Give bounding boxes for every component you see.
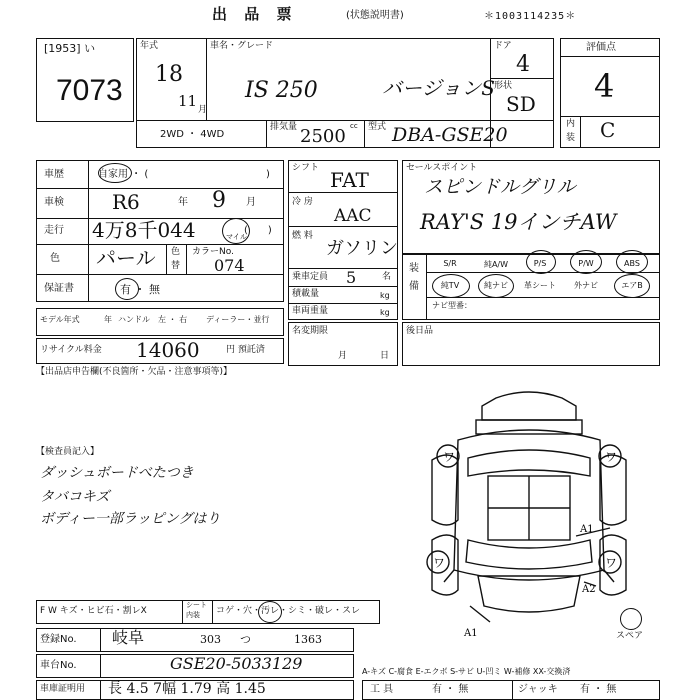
mileage-label: 走行 xyxy=(44,225,64,236)
warranty-value: 有 ・ 無 xyxy=(120,283,160,296)
registration-kana: つ xyxy=(240,633,251,646)
mileage-value: 4万8千044 xyxy=(92,218,196,242)
color-change-label-1: 色 xyxy=(171,247,181,257)
equipment-ext-navi: 外ナビ xyxy=(574,281,598,290)
tools-value: 有 ・ 無 xyxy=(432,684,469,695)
shift-label: シフト xyxy=(292,163,320,173)
ac-value: AAC xyxy=(334,206,372,226)
door-value: 4 xyxy=(516,52,530,77)
handle-label: ハンドル 左 ・ 右 xyxy=(118,315,188,324)
inspection-month: 9 xyxy=(212,188,226,213)
shape-value: SD xyxy=(506,92,536,116)
month-unit: 月 xyxy=(198,105,208,115)
fuel-value: ガソリン xyxy=(326,238,398,259)
chassis-number: GSE20-5033129 xyxy=(170,654,303,673)
grade-name: バージョンS xyxy=(382,76,495,100)
equipment-tv: 純TV xyxy=(440,281,460,290)
score-label: 評価点 xyxy=(586,42,616,53)
year-label: 年式 xyxy=(140,41,159,51)
color-value: パール xyxy=(96,246,156,270)
selling-point-block xyxy=(402,160,660,254)
history-label: 車歴 xyxy=(44,169,64,180)
fuel-label: 燃 料 xyxy=(292,231,313,241)
interior-value: C xyxy=(600,118,616,142)
circle-abs xyxy=(616,250,648,274)
exhibitor-note-label: 【出品店申告欄(不良箇所・欠品・注意事項等)】 xyxy=(36,367,233,377)
lot-year-code: [1953] い xyxy=(44,42,96,55)
capacity-label: 乗車定員 xyxy=(292,272,329,282)
circle-navi xyxy=(478,274,514,298)
circle-stain xyxy=(258,601,282,623)
name-change-label: 名変期限 xyxy=(292,326,329,336)
seat-row-text: コゲ・穴・汚レ・シミ・破レ・スレ xyxy=(216,606,361,616)
displacement-value: 2500 xyxy=(300,126,346,147)
inspector-label: 【検査員記入】 xyxy=(36,447,100,457)
form-subtitle: (状態説明書) xyxy=(346,10,404,21)
displacement-label: 排気量 xyxy=(270,122,298,132)
registration-number: 1363 xyxy=(294,633,322,646)
capacity-value: 5 xyxy=(346,268,357,287)
month-value: 11 xyxy=(178,92,198,110)
model-year-label: モデル年式 xyxy=(40,315,80,324)
lot-number: 7073 xyxy=(56,74,123,107)
jack-value: 有 ・ 無 xyxy=(580,684,617,695)
recycle-label: リサイクル料金 xyxy=(40,345,102,355)
load-unit: kg xyxy=(380,291,390,300)
type-label: 型式 xyxy=(368,122,387,132)
equipment-sr: S/R xyxy=(443,259,457,268)
equipment-ps: P/S xyxy=(533,259,547,268)
inspector-note-3: ボディー一部ラッピングはり xyxy=(40,511,221,527)
inspector-note-1: ダッシュボードべたつき xyxy=(40,465,194,481)
certificate-values: 長 4.5 7幅 1.79 高 1.45 xyxy=(108,681,266,697)
circle-airbag xyxy=(614,274,650,298)
car-condition-diagram xyxy=(398,380,660,640)
seat-label-1: シート xyxy=(186,601,207,609)
shape-label: 形状 xyxy=(494,81,513,91)
name-change-month: 月 xyxy=(338,351,348,361)
recycle-value: 14060 xyxy=(136,338,200,362)
diagram-label-front-right: ワ xyxy=(605,450,618,464)
inspection-month-unit: 月 xyxy=(246,197,256,208)
weight-unit: kg xyxy=(380,308,390,317)
weight-label: 車両重量 xyxy=(292,306,329,316)
ac-label: 冷 房 xyxy=(292,197,313,207)
dealer-label: ディーラー・並行 xyxy=(206,315,270,324)
registration-label: 登録No. xyxy=(40,634,77,645)
model-name: IS 250 xyxy=(245,78,318,103)
inspection-year-unit: 年 xyxy=(178,197,188,208)
history-options: 自家用 ・ ( xyxy=(98,169,149,180)
selling-point-line-2: RAY'S 19インチAW xyxy=(420,210,617,234)
chassis-label: 車台No. xyxy=(40,660,77,671)
registration-class: 303 xyxy=(200,633,221,646)
score-value: 4 xyxy=(594,67,615,105)
equipment-navi: 純ナビ xyxy=(484,281,508,290)
inspector-note-2: タバコキズ xyxy=(40,489,110,505)
equipment-label-2: 備 xyxy=(409,281,419,292)
diagram-label-rear-left: ワ xyxy=(433,556,446,570)
registration-place: 岐阜 xyxy=(112,628,145,647)
spare-label: スペア xyxy=(616,631,644,641)
mileage-paren: ( ) xyxy=(244,225,272,236)
damage-legend: A-キズ C-腐食 E-エクボ S-サビ U-凹ミ W-補修 XX-交換済 xyxy=(362,667,571,676)
mileage-unit: マイル xyxy=(226,233,247,241)
drive-type: 2WD ・ 4WD xyxy=(160,129,225,140)
navi-model-label: ナビ型番： xyxy=(432,301,472,310)
later-items-box xyxy=(402,322,660,366)
later-items-label: 後日品 xyxy=(406,326,434,336)
shift-value: FAT xyxy=(330,168,369,192)
name-change-day: 日 xyxy=(380,351,390,361)
selling-point-line-1: スピンドルグリル xyxy=(424,176,576,198)
equipment-label-1: 装 xyxy=(409,263,419,274)
name-grade-label: 車名・グレード xyxy=(210,41,274,51)
circle-warranty xyxy=(115,278,139,300)
color-no-value: 074 xyxy=(214,256,245,275)
color-no-label: カラーNo. xyxy=(192,247,234,257)
circle-tv xyxy=(432,274,470,298)
diagram-label-a1-side: A1 xyxy=(580,524,594,535)
interior-label-1: 内 xyxy=(566,119,576,129)
form-title: 出 品 票 xyxy=(212,5,298,23)
year-value: 18 xyxy=(155,62,183,87)
circle-ps xyxy=(526,250,556,274)
diagram-label-rear-right: ワ xyxy=(605,556,618,570)
diagram-label-a1-rear: A1 xyxy=(464,628,478,639)
capacity-unit: 名 xyxy=(382,272,392,282)
warranty-label: 保証書 xyxy=(44,283,74,294)
spare-wheel-icon xyxy=(620,608,642,630)
circle-mileage-unit xyxy=(222,218,250,244)
recycle-unit: 円 預託済 xyxy=(226,345,265,355)
selling-point-label: セールスポイント xyxy=(406,163,478,173)
tools-label: 工 具 xyxy=(370,684,394,695)
equipment-abs: ABS xyxy=(624,259,640,268)
circle-pw xyxy=(570,250,602,274)
fw-row-text: F W キズ・ヒビ石・割レX xyxy=(40,606,147,616)
circle-private xyxy=(98,163,132,183)
seat-label-2: 内装 xyxy=(186,611,200,619)
jack-label: ジャッキ xyxy=(518,684,558,695)
type-value: DBA-GSE20 xyxy=(392,124,508,146)
history-close: ) xyxy=(266,169,270,180)
cc-unit: cc xyxy=(350,122,358,130)
serial-number: ＊1003114235＊ xyxy=(484,11,577,22)
diagram-label-front-left: ワ xyxy=(443,450,456,464)
equipment-leather: 革シート xyxy=(524,281,556,290)
diagram-label-a2: A2 xyxy=(582,584,596,595)
certificate-label: 車庫証明用 xyxy=(40,684,86,694)
equipment-pw: P/W xyxy=(578,259,594,268)
inspection-label: 車検 xyxy=(44,197,64,208)
load-label: 積載量 xyxy=(292,289,320,299)
color-label: 色 xyxy=(50,253,60,264)
equipment-airbag: エアB xyxy=(621,281,643,290)
interior-label-2: 装 xyxy=(566,133,576,143)
equipment-aw: 純A/W xyxy=(483,260,509,269)
door-label: ドア xyxy=(494,41,512,51)
color-change-label-2: 替 xyxy=(171,261,181,271)
inspection-era: R6 xyxy=(112,190,140,214)
model-year-unit: 年 xyxy=(104,315,112,324)
